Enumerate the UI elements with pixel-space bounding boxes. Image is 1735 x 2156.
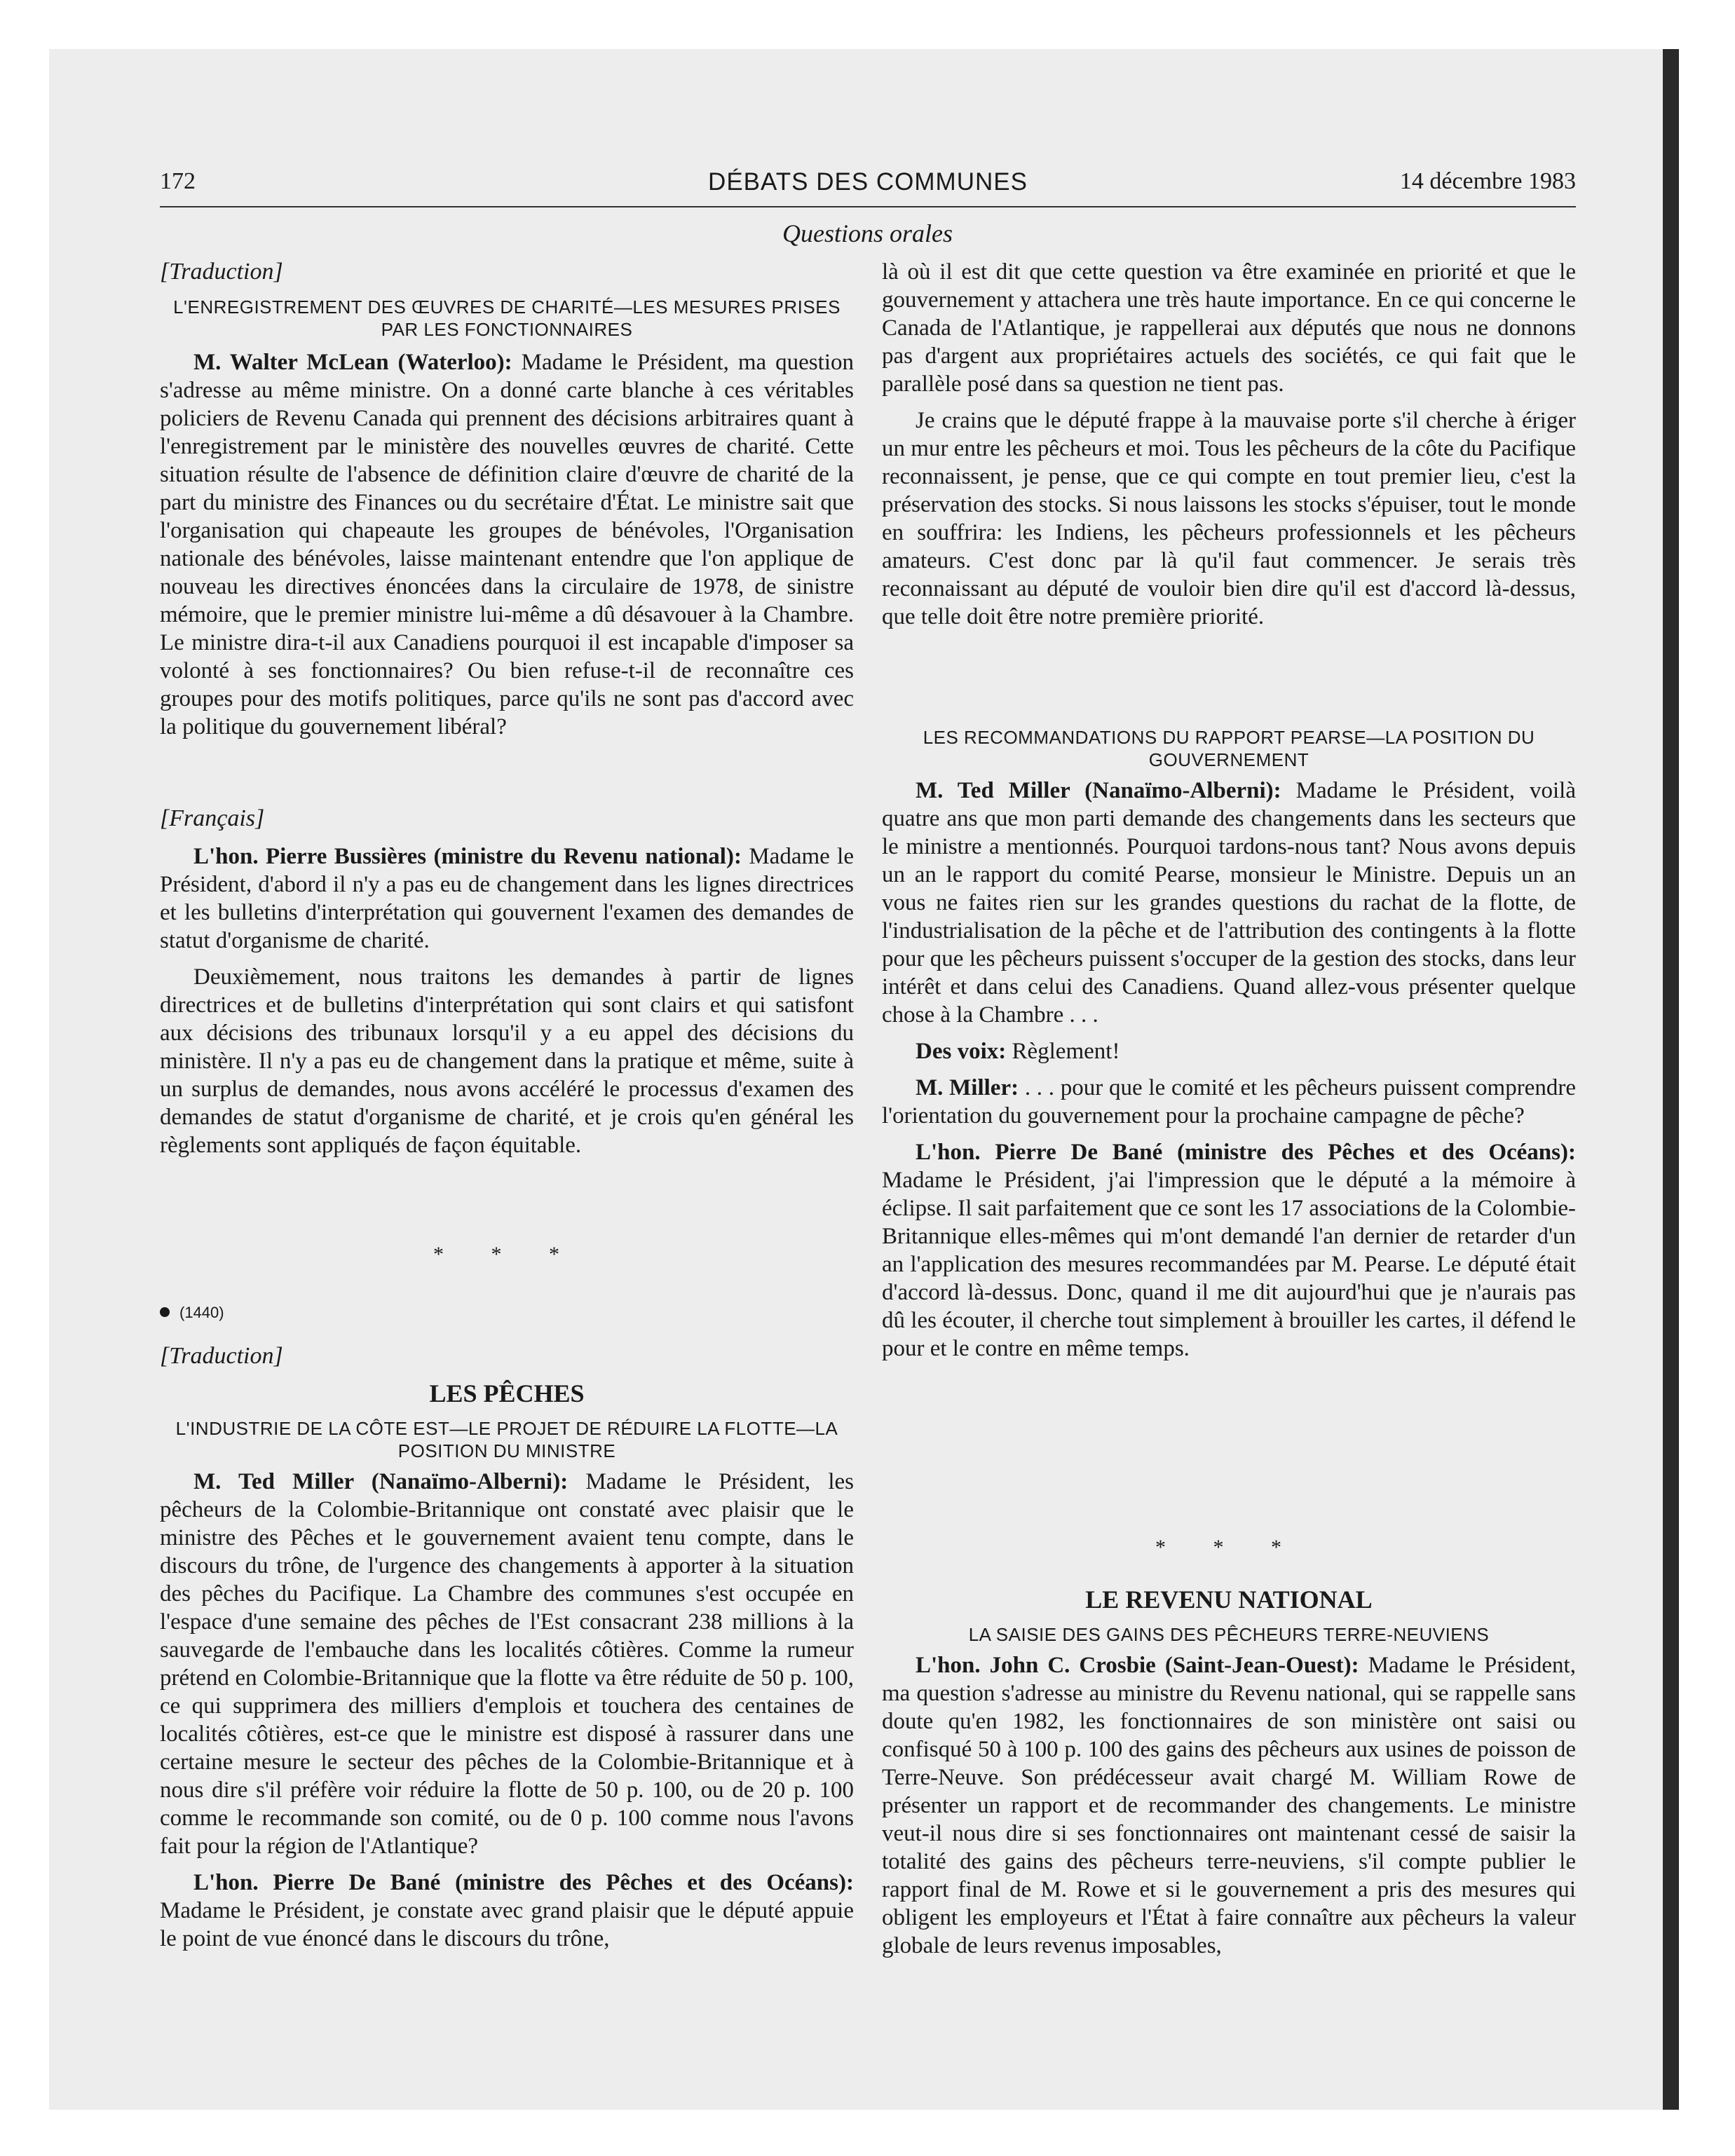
speaker-name: M. Miller: <box>916 1075 1019 1100</box>
speaker-name: Des voix: <box>916 1039 1007 1064</box>
speaker-name: L'hon. Pierre De Bané (ministre des Pêches et des Océans): <box>916 1140 1576 1165</box>
time-stamp: (1440) <box>179 1304 224 1321</box>
speech-bussieres <box>160 842 854 1159</box>
speaker-name: L'hon. John C. Crosbie (Saint-Jean-Ouest): <box>916 1653 1359 1678</box>
time-marker <box>160 1297 854 1327</box>
speaker-name: M. Ted Miller (Nanaïmo-Alberni): <box>193 1469 569 1494</box>
speaker-name: M. Ted Miller (Nanaïmo-Alberni): <box>916 778 1281 803</box>
speech-miller <box>160 1468 854 1953</box>
left-column <box>160 0 854 2156</box>
speech-text: Madame le Président, ma question s'adresse au ministre du Revenu national, qui se rappelle sans doute qu'en 1982, les fonctionnaires de son ministère ont saisi ou confisqué 50 à 100 p. 100 des gains des pêcheurs aux usines de poisson de Terre-Neuve. Son prédécesseur avait chargé M. William Rowe de présenter un rapport et de recommander des changements. Le ministre veut-il nous dire si ses fonctionnaires ont maintenant cessé de saisir la totalité des gains des pêcheurs terre-neuviens, s'il compte publier le rapport final de M. Rowe et si le gouvernement a pris des mesures qui obligent les employeurs et l'État à faire connaître aux pêcheurs la valeur globale de leurs revenus imposables, <box>882 1653 1576 1958</box>
section-separator: * * * <box>1155 1536 1302 1559</box>
heading-peches: LES PÊCHES <box>429 1379 585 1407</box>
subheading-charity: L'ENREGISTREMENT DES ŒUVRES DE CHARITÉ—LES MESURES PRISES PAR LES FONCTIONNAIRES <box>173 296 841 340</box>
right-column <box>882 0 1576 2156</box>
page-number: 172 <box>160 168 196 194</box>
section-label: Questions orales <box>782 219 953 247</box>
subheading-saisie: LA SAISIE DES GAINS DES PÊCHEURS TERRE-NEUVIENS <box>968 1624 1490 1645</box>
speaker-name: L'hon. Pierre Bussières (ministre du Revenu national): <box>193 844 742 869</box>
speech-text: Madame le Président, j'ai l'impression que le député a la mémoire à éclipse. Il sait parfaitement que ce sont les 17 associations de la Colombie-Britannique elles-mêmes qui m'ont demandé l'an dernier de retarder d'un an l'application des mesures recommandées par M. Pearse. Le député était d'accord là-dessus. Donc, quand il me dit aujourd'hui que je n'aurais pas dû les écouter, il cherche tout simplement à brouiller les cartes, il défend le pour et le contre en même temps. <box>882 1168 1576 1361</box>
speech-mclean <box>160 348 854 741</box>
subheading-pearse: LES RECOMMANDATIONS DU RAPPORT PEARSE—LA POSITION DU GOUVERNEMENT <box>923 727 1535 770</box>
heading-revenu-national: LE REVENU NATIONAL <box>1085 1585 1373 1613</box>
tag-francais: [Français] <box>160 805 265 831</box>
speech-debane-cont <box>882 258 1576 631</box>
speech-text: Madame le Président, voilà quatre ans que mon parti demande des changements dans les secteurs que le ministre a mentionnés. Pourquoi tardons-nous tant? Nous avons depuis un an le rapport du comité Pearse, monsieur le Ministre. Depuis un an vous ne faites rien sur les grandes questions du rachat de la flotte, de l'industrialisation de la pêche et de l'attribution des contingents à la flotte pour que les pêcheurs puissent s'occuper de la gestion des stocks, dans leur intérêt et dans celui des Canadiens. Quand allez-vous présenter quelque chose à la Chambre . . . <box>882 778 1576 1028</box>
speech-miller-pearse <box>882 777 1576 1363</box>
bullet-icon <box>160 1307 170 1317</box>
section-separator: * * * <box>433 1243 580 1266</box>
speech-text: Madame le Président, ma question s'adresse au même ministre. On a donné carte blanche à ces véritables policiers de Revenu Canada qui prennent des décisions arbitraires quant à l'enregistrement par le ministère des nouvelles œuvres de charité. Cette situation résulte de l'absence de définition claire d'œuvre de charité de la part du ministre des Finances ou du secrétaire d'État. Le ministre sait que l'organisation qui chapeaute les groupes de bénévoles, l'Organisation nationale des bénévoles, laisse maintenant entendre que l'on applique de nouveau les directives énoncées dans la circulaire de 1978, de sinistre mémoire, que le premier ministre lui-même a dû désavouer à la Chambre. Le ministre dira-t-il aux Canadiens pourquoi il est incapable d'imposer sa volonté à ses fonctionnaires? Ou bien refuse-t-il de reconnaître ces groupes pour des motifs politiques, parce qu'ils ne sont pas d'accord avec la politique du gouvernement libéral? <box>160 350 854 739</box>
speech-text: Madame le Président, je constate avec grand plaisir que le député appuie le point de vue énoncé dans le discours du trône, <box>160 1898 854 1951</box>
speech-text: . . . pour que le comité et les pêcheurs puissent comprendre l'orientation du gouvernement pour la prochaine campagne de pêche? <box>882 1075 1576 1128</box>
speech-crosbie <box>882 1651 1576 1960</box>
speech-text: Deuxièmement, nous traitons les demandes à partir de lignes directrices et de bulletins d'interprétation qui sont clairs et qui satisfont aux décisions des tribunaux lorsqu'il y a eu appel des décisions du ministère. Il n'y a pas eu de changement dans la pratique et même, suite à un surplus de demandes, nous avons accéléré le processus d'examen des demandes de statut d'organisme de charité, et je crois qu'en général les règlements sont appliqués de façon équitable. <box>160 964 854 1158</box>
publication-date: 14 décembre 1983 <box>1399 168 1576 194</box>
speech-text: Règlement! <box>1006 1039 1120 1064</box>
speech-text: Je crains que le député frappe à la mauvaise porte s'il cherche à ériger un mur entre les pêcheurs et moi. Tous les pêcheurs de la côte du Pacifique reconnaissent, je pense, que ce qui compte en tout premier lieu, c'est la préservation des stocks. Si nous laissons les stocks s'épuiser, tout le monde en souffrira: les Indiens, les pêcheurs professionnels et les pêcheurs amateurs. C'est donc par là qu'il faut commencer. Je serais très reconnaissant au député de vouloir bien dire qu'il est d'accord là-dessus, que telle doit être notre première priorité. <box>882 408 1576 629</box>
tag-traduction-1: [Traduction] <box>160 259 283 285</box>
speech-text: là où il est dit que cette question va être examinée en priorité et que le gouvernement y attachera une très haute importance. En ce qui concerne le Canada de l'Atlantique, je rappellerai aux députés que nous ne donnons pas d'argent aux propriétaires actuels des sociétés, ce qui fait que le parallèle posé dans sa question ne tient pas. <box>882 259 1576 397</box>
speaker-name: L'hon. Pierre De Bané (ministre des Pêches et des Océans): <box>193 1870 854 1895</box>
speech-text: Madame le Président, d'abord il n'y a pas eu de changement dans les lignes directrices et les bulletins d'interprétation qui gouvernent l'examen des demandes de statut d'organisme de charité. <box>160 844 854 953</box>
publication-title: DÉBATS DES COMMUNES <box>708 168 1028 196</box>
tag-traduction-2: [Traduction] <box>160 1343 283 1369</box>
scan-edge-bar <box>1663 49 1679 2110</box>
subheading-cote-est: L'INDUSTRIE DE LA CÔTE EST—LE PROJET DE RÉDUIRE LA FLOTTE—LA POSITION DU MINISTRE <box>175 1418 838 1461</box>
speech-text: Madame le Président, les pêcheurs de la Colombie-Britannique ont constaté avec plaisir que le ministre des Pêches et le gouvernement avaient tenu compte, dans le discours du trône, de l'urgence des changements à apporter à la situation des pêches du Pacifique. La Chambre des communes s'est occupée en l'espace d'une semaine des pêches de l'Est consacrant 238 millions à la sauvegarde de l'embauche dans les localités côtières. Comme la rumeur prétend en Colombie-Britannique que la flotte va être réduite de 50 p. 100, ce qui supprimera des milliers d'emplois et touchera des centaines de localités côtières, est-ce que le ministre est disposé à rassurer dans une certaine mesure le secteur des pêches de la Colombie-Britannique et à nous dire s'il préfère voir réduire la flotte de 50 p. 100, ou de 20 p. 100 comme le recommande son comité, ou de 0 p. 100 comme nous l'avons fait pour la région de l'Atlantique? <box>160 1469 854 1859</box>
speaker-name: M. Walter McLean (Waterloo): <box>193 350 512 375</box>
